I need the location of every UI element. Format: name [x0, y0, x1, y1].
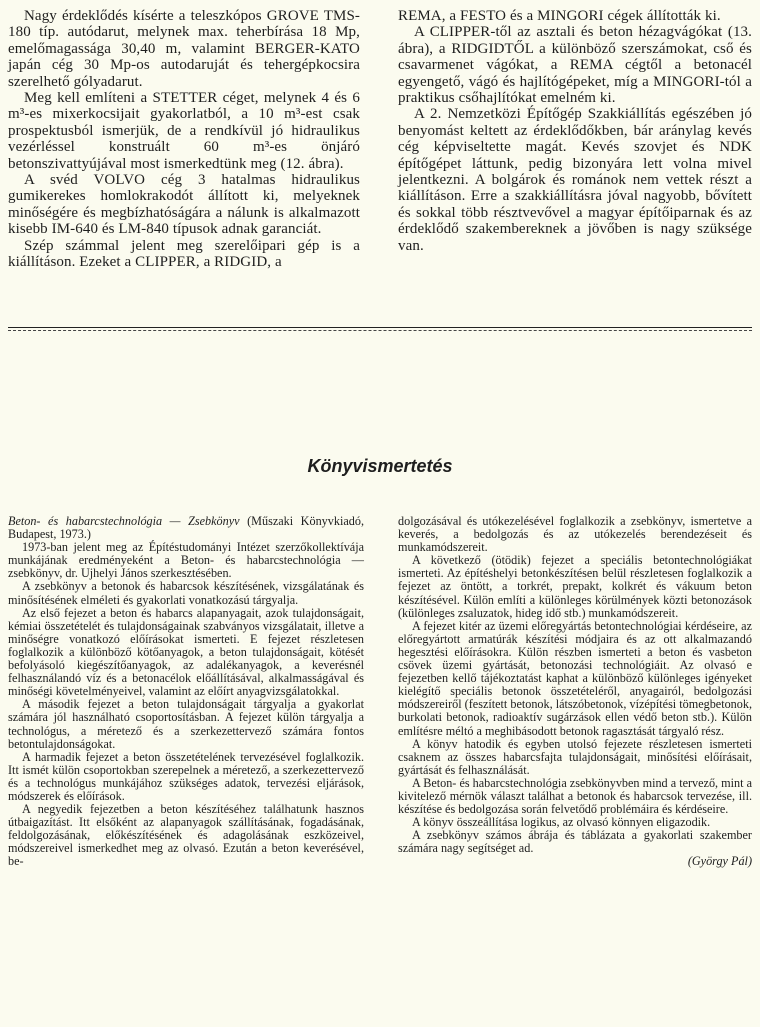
review-column-left: [8, 515, 364, 869]
paragraph: A fejezet kitér az üzemi előregyártás betontechnológiai kérdéseire, az előregyártott armatúrák készítési módjaira és az ott alkalmazandó hegesztési előírásokra. Külön részben ismerteti a beton és vasbeton csövek üzemi gyártását, betonozási technológiáit. Az olvasó e fejezetben kellő tájékoztatást kaphat a különböző különleges igényeket kielégítő speciális betonok összetételéről, anyagairól, bedolgozási módszereiről (feszített betonok, látszóbetonok, vízépítési tömegbetonok, burkolati betonok, radioaktív sugárzások ellen védő beton stb.). Külön említésre méltó a meghibásodott betonok ragasztását tárgyaló rész.: [398, 618, 753, 738]
paragraph: Az első fejezet a beton és habarcs alapanyagait, azok tulajdonságait, kémiai összetételét és tulajdonságainak szabványos vizsgálatait, illetve a minőségre vonatkozó előírásokat ismerteti. E fejezet részletesen foglalkozik a különböző kötőanyagok, a beton tulajdonságait, kötését befolyásoló kiegészítőanyagok, az adalékanyagok, a keverésnél felhasználandó víz és a betonacélok előállításával, alkalmasságával és minőségi követelményeivel, valamint az előírt anyagvizsgálatokkal.: [8, 605, 364, 699]
paragraph: A harmadik fejezet a beton összetételének tervezésével foglalkozik. Itt ismét külön csoportokban szerepelnek a méretező, a szerkezettervező és a technológus munkájához szükséges adatok, tervezési eljárások, módszerek és előírások.: [8, 749, 364, 803]
paragraph: Meg kell említeni a STETTER céget, melynek 4 és 6 m³-es mixerkocsijait gyakorlatból, a 10 m³-est csak prospektusból ismerjük, de a rendkívül jó hidraulikus vezérléssel konstruált 60 m³-es önjáró betonszivattyújával most ismerkedtünk meg (12. ábra).: [8, 90, 360, 172]
paragraph: A könyv hatodik és egyben utolsó fejezete részletesen ismerteti csaknem az összes habarcsfajta tulajdonságait, minősítési előírásait, gyártását és felhasználását.: [398, 736, 752, 777]
review-citation: [8, 515, 364, 541]
paragraph: A zsebkönyv számos ábrája és táblázata a gyakorlati szakember számára nagy segítséget ad.: [398, 828, 752, 856]
section-divider: [8, 327, 752, 328]
paragraph: REMA, a FESTO és a MINGORI cégek állították ki.: [398, 8, 721, 24]
article-column-right: [398, 8, 752, 254]
paragraph: A 2. Nemzetközi Építőgép Szakkiállítás egészében jó benyomást keltett az érdeklődőkben, bár aránylag kevés cég képviseltette magát. Kevés szovjet és NDK építőgépet láttunk, pedig bizonyára lett volna mivel jelentkezni. A bolgárok és románok nem vettek részt a kiállításon. Erre a szakkiállításra jóval nagyobb, bővített és sokkal több résztvevővel a magyar építőiparnak és az érdeklődő szakembereknek a jövőben is nagy szüksége van.: [398, 106, 752, 254]
paragraph: A negyedik fejezetben a beton készítéséhez találhatunk hasznos útbaigazítást. Itt elsőként az alapanyagok szállításának, fogadásának, feldolgozásának, előkészítésének és adagolásának eszközeivel, módszereivel ismerkedhet meg az olvasó. Ezután a beton keverésével, be-: [8, 802, 364, 869]
paragraph: A második fejezet a beton tulajdonságait tárgyalja a gyakorlat számára jól használható csoportosításban. A fejezet külön tárgyalja a technológus, a méretező és a szerkezettervező számára fontos betontulajdonságokat.: [8, 697, 364, 751]
article-column-left: [8, 8, 360, 271]
paragraph: A zsebkönyv a betonok és habarcsok készítésének, vizsgálatának és minősítésének elméleti és gyakorlati vonatkozású tárgyalja.: [8, 579, 364, 607]
paragraph: 1973-ban jelent meg az Építéstudományi Intézet szerzőkollektívája munkájának eredményeként a Beton- és habarcstechnológia — zsebkönyv, dr. Ujhelyi János szerkesztésében.: [8, 540, 364, 581]
review-column-right: [398, 515, 752, 869]
paragraph: Nagy érdeklődés kísérte a teleszkópos GROVE TMS-180 típ. autódarut, melynek max. teherbírása 18 Mp, emelőmagassága 30,40 m, valamint BERGER-KATO japán cég 30 Mp-os autodaruját és tehergépkocsira szerelhető gólyadarut.: [8, 8, 360, 90]
paragraph: A svéd VOLVO cég 3 hatalmas hidraulikus gumikerekes homlokrakodót állított ki, melyeknek minőségére és megbízhatóságára a nálunk is alkalmazott kisebb IM-640 és LM-840 típusok adnak garanciát.: [8, 172, 360, 238]
paragraph: Szép számmal jelent meg szerelőipari gép is a kiállításon. Ezeket a CLIPPER, a RIDGID, a: [8, 237, 360, 271]
paragraph: A következő (ötödik) fejezet a speciális betontechnológiákat ismerteti. Az építéshelyi betonkészítésen belül részletesen foglalkozik a fejezet az öntött, a torkrét, prepakt, kolkrét és vákuum beton készítésével. Külön említi a különleges körülmények közti betonozások (különleges zsaluzatok, hideg idő stb.) munkamódszereit.: [398, 553, 752, 620]
section-title: Könyvismertetés: [307, 456, 453, 476]
book-title: Beton- és habarcstechnológia — Zsebkönyv: [8, 514, 240, 528]
paragraph: dolgozásával és utókezelésével foglalkozik a zsebkönyv, ismertetve a keverés, a bedolgozás és az utókezelés berendezéseit és munkamódszereit.: [398, 514, 752, 555]
book-publisher: (Műszaki Könyvkiadó, Budapest, 1973.): [8, 514, 364, 542]
paragraph: A könyv összeállítása logikus, az olvasó könnyen eligazodik.: [412, 815, 711, 830]
paragraph: A Beton- és habarcstechnológia zsebkönyvben mind a tervező, mint a kivitelező mérnök választ találhat a betonok és habarcsok tervezése, ill. készítése és bedolgozása során felvetődő problémáira és kérdéseire.: [398, 775, 752, 817]
review-signature: (György Pál): [687, 854, 752, 869]
section-divider-dashed: [8, 330, 752, 331]
paragraph: A CLIPPER-től az asztali és beton hézagvágókat (13. ábra), a RIDGIDTŐL a különböző szerszámokat, cső és csavarmenet vágókat, a REMA cégtől a betonacél egyengető, vágó és hajlítógépeket, míg a MINGORI-tól a praktikus csőhajlítókat emelném ki.: [398, 24, 752, 107]
